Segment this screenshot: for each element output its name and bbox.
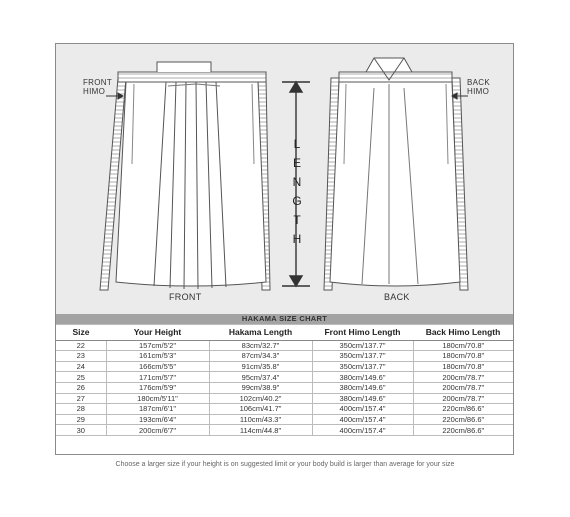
length-letter: L	[293, 137, 301, 151]
table-cell: 99cm/38.9"	[209, 382, 312, 393]
front-himo-label-line2: HIMO	[83, 87, 106, 96]
length-letter: T	[293, 213, 301, 227]
table-cell: 23	[56, 351, 106, 362]
column-header: Your Height	[106, 324, 209, 340]
table-cell: 187cm/6'1"	[106, 404, 209, 415]
table-cell: 27	[56, 393, 106, 404]
table-row	[56, 404, 513, 415]
table-cell: 87cm/34.3"	[209, 351, 312, 362]
back-himo-label-line2: HIMO	[467, 87, 490, 96]
table-row	[56, 393, 513, 404]
table-cell: 220cm/86.6"	[413, 414, 513, 425]
table-row	[56, 382, 513, 393]
table-row	[56, 425, 513, 436]
table-cell: 180cm/70.8"	[413, 351, 513, 362]
table-cell: 157cm/5'2"	[106, 340, 209, 351]
table-cell: 28	[56, 404, 106, 415]
table-cell: 380cm/149.6"	[312, 393, 413, 404]
table-cell: 180cm/70.8"	[413, 340, 513, 351]
table-cell: 161cm/5'3"	[106, 351, 209, 362]
column-header: Hakama Length	[209, 324, 312, 340]
table-cell: 220cm/86.6"	[413, 425, 513, 436]
back-himo-label	[467, 78, 490, 96]
table-cell: 200cm/6'7"	[106, 425, 209, 436]
table-cell: 106cm/41.7"	[209, 404, 312, 415]
table-cell: 22	[56, 340, 106, 351]
table-header-row	[56, 324, 513, 340]
table-cell: 176cm/5'9"	[106, 382, 209, 393]
column-header: Size	[56, 324, 106, 340]
table-cell: 180cm/70.8"	[413, 361, 513, 372]
length-letter: E	[292, 156, 301, 170]
size-chart-table	[56, 314, 513, 436]
table-cell: 350cm/137.7"	[312, 340, 413, 351]
table-row	[56, 414, 513, 425]
table-row	[56, 372, 513, 383]
table-cell: 200cm/78.7"	[413, 382, 513, 393]
table-cell: 180cm/5'11"	[106, 393, 209, 404]
size-chart-frame	[55, 43, 514, 455]
table-cell: 25	[56, 372, 106, 383]
table-cell: 350cm/137.7"	[312, 361, 413, 372]
length-letter: H	[292, 232, 302, 246]
table-cell: 380cm/149.6"	[312, 382, 413, 393]
size-advice-note: Choose a larger size if your height is on suggested limit or your body build is larger than average for your size	[115, 461, 455, 468]
table-body	[56, 340, 513, 435]
table-cell: 380cm/149.6"	[312, 372, 413, 383]
table-cell: 83cm/32.7"	[209, 340, 312, 351]
table-cell: 110cm/43.3"	[209, 414, 312, 425]
table-row	[56, 340, 513, 351]
table-title: HAKAMA SIZE CHART	[56, 314, 513, 324]
length-letter: N	[292, 175, 302, 189]
table-cell: 193cm/6'4"	[106, 414, 209, 425]
table-cell: 91cm/35.8"	[209, 361, 312, 372]
table-row	[56, 361, 513, 372]
table-cell: 400cm/157.4"	[312, 414, 413, 425]
table-cell: 24	[56, 361, 106, 372]
back-hakama	[324, 58, 468, 290]
table-cell: 400cm/157.4"	[312, 404, 413, 415]
hakama-drawing	[56, 44, 513, 314]
back-caption: BACK	[384, 292, 410, 302]
table-cell: 30	[56, 425, 106, 436]
table-cell: 171cm/5'7"	[106, 372, 209, 383]
table-cell: 102cm/40.2"	[209, 393, 312, 404]
length-letter: G	[292, 194, 302, 208]
table-cell: 200cm/78.7"	[413, 372, 513, 383]
table-cell: 29	[56, 414, 106, 425]
table-row	[56, 351, 513, 362]
table-cell: 350cm/137.7"	[312, 351, 413, 362]
column-header: Back Himo Length	[413, 324, 513, 340]
front-hakama	[100, 62, 270, 290]
back-himo-label-line1: BACK	[467, 78, 490, 87]
table-cell: 26	[56, 382, 106, 393]
table-cell: 166cm/5'5"	[106, 361, 209, 372]
table-cell: 220cm/86.6"	[413, 404, 513, 415]
front-himo-label-line1: FRONT	[83, 78, 113, 87]
front-caption: FRONT	[169, 292, 202, 302]
column-header: Front Himo Length	[312, 324, 413, 340]
table-cell: 114cm/44.8"	[209, 425, 312, 436]
table-cell: 200cm/78.7"	[413, 393, 513, 404]
table-cell: 95cm/37.4"	[209, 372, 312, 383]
hakama-illustration	[56, 44, 513, 314]
table-cell: 400cm/157.4"	[312, 425, 413, 436]
front-himo-label	[83, 78, 112, 96]
